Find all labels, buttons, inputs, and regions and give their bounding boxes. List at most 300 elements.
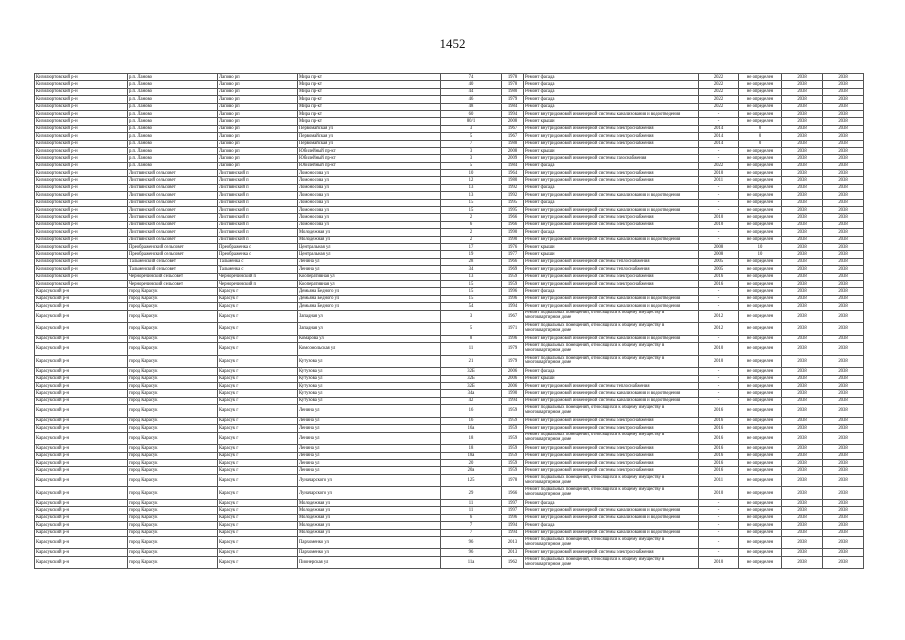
table-row xyxy=(35,514,864,521)
settlement-cell: Лапово рп xyxy=(218,88,298,95)
house-number-cell: 20 xyxy=(441,459,502,466)
wear-cell: не определен xyxy=(739,288,782,295)
table-row xyxy=(35,258,864,265)
house-number-cell: 15 xyxy=(441,288,502,295)
plan-end-cell: 2038 xyxy=(823,162,864,169)
plan-start-cell: 2038 xyxy=(782,556,823,569)
plan-start-cell: 2038 xyxy=(782,536,823,549)
repair-type-cell: Ремонт подвальных помещений, относящихся к общему имуществу в многоквартирном доме xyxy=(524,432,699,445)
last-repair-cell: - xyxy=(699,383,739,390)
plan-end-cell: 2038 xyxy=(823,417,864,424)
plan-end-cell: 2038 xyxy=(823,118,864,125)
municipality-cell: город Карасук xyxy=(128,459,218,466)
table-row xyxy=(35,192,864,199)
district-cell: Карасукский р-н xyxy=(35,536,128,549)
year-built-cell: 1979 xyxy=(502,343,524,356)
plan-end-cell: 2038 xyxy=(823,397,864,404)
table-row xyxy=(35,390,864,397)
house-number-cell: 5 xyxy=(441,133,502,140)
wear-cell: не определен xyxy=(739,355,782,368)
last-repair-cell: - xyxy=(699,303,739,310)
year-built-cell: 1995 xyxy=(502,199,524,206)
house-number-cell: 17 xyxy=(441,243,502,250)
plan-end-cell: 2038 xyxy=(823,425,864,432)
last-repair-cell: 2022 xyxy=(699,81,739,88)
table-row xyxy=(35,170,864,177)
table-row xyxy=(35,184,864,191)
house-number-cell: 18 xyxy=(441,445,502,452)
repair-type-cell: Ремонт внутридомовой инженерной системы электроснабжения xyxy=(524,459,699,466)
year-built-cell: 1984 xyxy=(502,162,524,169)
house-number-cell: 32Б xyxy=(441,375,502,382)
plan-end-cell: 2038 xyxy=(823,103,864,110)
settlement-cell: Листвянский п xyxy=(218,229,298,236)
wear-cell: не определен xyxy=(739,432,782,445)
last-repair-cell: 2010 xyxy=(699,355,739,368)
wear-cell: не определен xyxy=(739,335,782,342)
year-built-cell: 1966 xyxy=(502,258,524,265)
district-cell: Карасукский р-н xyxy=(35,514,128,521)
last-repair-cell: - xyxy=(699,110,739,117)
street-cell: Мира пр-кт xyxy=(298,103,441,110)
plan-start-cell: 2038 xyxy=(782,375,823,382)
wear-cell: не определен xyxy=(739,474,782,487)
table-row xyxy=(35,88,864,95)
table-row xyxy=(35,303,864,310)
table-row xyxy=(35,177,864,184)
wear-cell: не определен xyxy=(739,273,782,280)
street-cell: Демьяна Бедного ул xyxy=(298,288,441,295)
house-number-cell: 16а xyxy=(441,425,502,432)
wear-cell: 10 xyxy=(739,243,782,250)
municipality-cell: р.п. Ланово xyxy=(128,125,218,132)
wear-cell: не определен xyxy=(739,229,782,236)
plan-end-cell: 2038 xyxy=(823,177,864,184)
table-row xyxy=(35,343,864,356)
settlement-cell: Карасук г xyxy=(218,295,298,302)
plan-end-cell: 2038 xyxy=(823,199,864,206)
table-row xyxy=(35,452,864,459)
plan-start-cell: 2038 xyxy=(782,343,823,356)
street-cell: Кутузова ул xyxy=(298,355,441,368)
wear-cell: не определен xyxy=(739,81,782,88)
plan-end-cell: 2038 xyxy=(823,514,864,521)
plan-end-cell: 2038 xyxy=(823,355,864,368)
municipality-cell: город Карасук xyxy=(128,343,218,356)
municipality-cell: р.п. Ланово xyxy=(128,162,218,169)
last-repair-cell: - xyxy=(699,199,739,206)
municipality-cell: город Карасук xyxy=(128,295,218,302)
municipality-cell: город Карасук xyxy=(128,368,218,375)
street-cell: Ленина ул xyxy=(298,425,441,432)
house-number-cell: 125 xyxy=(441,474,502,487)
year-built-cell: 1967 xyxy=(502,310,524,323)
plan-end-cell: 2038 xyxy=(823,74,864,81)
municipality-cell: город Карасук xyxy=(128,355,218,368)
street-cell: Демьяна Бедного ул xyxy=(298,295,441,302)
settlement-cell: Карасук г xyxy=(218,323,298,336)
repair-type-cell: Ремонт внутридомовой инженерной системы канализования и водоотведения xyxy=(524,295,699,302)
year-built-cell: 1980 xyxy=(502,88,524,95)
table-row xyxy=(35,266,864,273)
municipality-cell: Преображенский сельсовет xyxy=(128,243,218,250)
plan-end-cell: 2038 xyxy=(823,335,864,342)
district-cell: Кизилюртовский р-н xyxy=(35,236,128,243)
district-cell: Карасукский р-н xyxy=(35,397,128,404)
district-cell: Кизилюртовский р-н xyxy=(35,251,128,258)
plan-end-cell: 2038 xyxy=(823,459,864,466)
plan-end-cell: 2038 xyxy=(823,303,864,310)
table-row xyxy=(35,375,864,382)
wear-cell: не определен xyxy=(739,405,782,418)
last-repair-cell: - xyxy=(699,155,739,162)
last-repair-cell: 2008 xyxy=(699,243,739,250)
street-cell: Мира пр-кт xyxy=(298,110,441,117)
plan-start-cell: 2038 xyxy=(782,192,823,199)
table-row xyxy=(35,251,864,258)
year-built-cell: 1979 xyxy=(502,355,524,368)
settlement-cell: Карасук г xyxy=(218,375,298,382)
last-repair-cell: 2022 xyxy=(699,96,739,103)
house-number-cell: 29 xyxy=(441,487,502,500)
settlement-cell: Тальменка с xyxy=(218,258,298,265)
settlement-cell: Листвянский п xyxy=(218,221,298,228)
table-row xyxy=(35,417,864,424)
table-row xyxy=(35,310,864,323)
plan-end-cell: 2038 xyxy=(823,536,864,549)
year-built-cell: 1967 xyxy=(502,133,524,140)
settlement-cell: Листвянский п xyxy=(218,199,298,206)
street-cell: Ломоносова ул xyxy=(298,199,441,206)
wear-cell: не определен xyxy=(739,155,782,162)
plan-start-cell: 2038 xyxy=(782,273,823,280)
plan-end-cell: 2038 xyxy=(823,81,864,88)
repair-type-cell: Ремонт внутридомовой инженерной системы канализования и водоотведения xyxy=(524,236,699,243)
year-built-cell: 1997 xyxy=(502,499,524,506)
wear-cell: не определен xyxy=(739,343,782,356)
street-cell: Молодежная ул xyxy=(298,229,441,236)
wear-cell: не определен xyxy=(739,96,782,103)
repair-type-cell: Ремонт внутридомовой инженерной системы газоснабжения xyxy=(524,155,699,162)
plan-end-cell: 2038 xyxy=(823,88,864,95)
plan-end-cell: 2038 xyxy=(823,133,864,140)
street-cell: Молодежная ул xyxy=(298,499,441,506)
district-cell: Карасукский р-н xyxy=(35,383,128,390)
street-cell: Ломоносова ул xyxy=(298,192,441,199)
repair-type-cell: Ремонт внутридомовой инженерной системы электроснабжения xyxy=(524,221,699,228)
street-cell: Ломоносова ул xyxy=(298,221,441,228)
street-cell: Мира пр-кт xyxy=(298,88,441,95)
street-cell: Первомайская ул xyxy=(298,125,441,132)
house-number-cell: 21 xyxy=(441,355,502,368)
last-repair-cell: 2016 xyxy=(699,273,739,280)
last-repair-cell: 2022 xyxy=(699,103,739,110)
wear-cell: не определен xyxy=(739,303,782,310)
plan-start-cell: 2038 xyxy=(782,243,823,250)
district-cell: Кизилюртовский р-н xyxy=(35,103,128,110)
wear-cell: 0 xyxy=(739,140,782,147)
plan-end-cell: 2038 xyxy=(823,110,864,117)
house-number-cell: 19 xyxy=(441,251,502,258)
year-built-cell: 1976 xyxy=(502,243,524,250)
house-number-cell: 3 xyxy=(441,310,502,323)
house-number-cell: 15 xyxy=(441,280,502,287)
house-number-cell: 34 xyxy=(441,266,502,273)
repair-type-cell: Ремонт внутридомовой инженерной системы теплоснабжения xyxy=(524,266,699,273)
year-built-cell: 1992 xyxy=(502,192,524,199)
year-built-cell: 2013 xyxy=(502,549,524,556)
wear-cell: не определен xyxy=(739,162,782,169)
wear-cell: не определен xyxy=(739,310,782,323)
table-row xyxy=(35,288,864,295)
plan-end-cell: 2038 xyxy=(823,192,864,199)
house-number-cell: 7 xyxy=(441,522,502,529)
municipality-cell: р.п. Ланово xyxy=(128,74,218,81)
district-cell: Карасукский р-н xyxy=(35,335,128,342)
municipality-cell: город Карасук xyxy=(128,397,218,404)
district-cell: Карасукский р-н xyxy=(35,343,128,356)
municipality-cell: город Карасук xyxy=(128,323,218,336)
plan-start-cell: 2038 xyxy=(782,507,823,514)
repair-type-cell: Ремонт подвальных помещений, относящихся к общему имуществу в многоквартирном доме xyxy=(524,343,699,356)
plan-start-cell: 2038 xyxy=(782,295,823,302)
repair-type-cell: Ремонт внутридомовой инженерной системы канализования и водоотведения xyxy=(524,110,699,117)
repair-type-cell: Ремонт внутридомовой инженерной системы электроснабжения xyxy=(524,549,699,556)
house-number-cell: 2 xyxy=(441,214,502,221)
settlement-cell: Карасук г xyxy=(218,452,298,459)
table-row xyxy=(35,529,864,536)
wear-cell: не определен xyxy=(739,88,782,95)
capital-repair-table xyxy=(34,73,864,569)
plan-start-cell: 2038 xyxy=(782,133,823,140)
last-repair-cell: - xyxy=(699,192,739,199)
year-built-cell: 1994 xyxy=(502,397,524,404)
municipality-cell: город Карасук xyxy=(128,390,218,397)
year-built-cell: 2009 xyxy=(502,155,524,162)
house-number-cell: 3 xyxy=(441,147,502,154)
street-cell: Демьяна Бедного ул xyxy=(298,303,441,310)
repair-type-cell: Ремонт подвальных помещений, относящихся к общему имуществу в многоквартирном доме xyxy=(524,556,699,569)
year-built-cell: 1959 xyxy=(502,425,524,432)
settlement-cell: Карасук г xyxy=(218,459,298,466)
last-repair-cell: - xyxy=(699,375,739,382)
table-row xyxy=(35,273,864,280)
plan-end-cell: 2038 xyxy=(823,499,864,506)
house-number-cell: 32Б xyxy=(441,368,502,375)
district-cell: Карасукский р-н xyxy=(35,417,128,424)
repair-type-cell: Ремонт внутридомовой инженерной системы канализования и водоотведения xyxy=(524,303,699,310)
wear-cell: не определен xyxy=(739,280,782,287)
plan-end-cell: 2038 xyxy=(823,405,864,418)
house-number-cell: 16 xyxy=(441,417,502,424)
year-built-cell: 2006 xyxy=(502,383,524,390)
wear-cell: не определен xyxy=(739,425,782,432)
plan-start-cell: 2038 xyxy=(782,487,823,500)
plan-end-cell: 2038 xyxy=(823,243,864,250)
plan-start-cell: 2038 xyxy=(782,522,823,529)
settlement-cell: Карасук г xyxy=(218,514,298,521)
district-cell: Карасукский р-н xyxy=(35,390,128,397)
year-built-cell: 1967 xyxy=(502,125,524,132)
settlement-cell: Карасук г xyxy=(218,343,298,356)
repair-type-cell: Ремонт внутридомовой инженерной системы канализования и водоотведения xyxy=(524,207,699,214)
district-cell: Карасукский р-н xyxy=(35,459,128,466)
settlement-cell: Карасук г xyxy=(218,549,298,556)
street-cell: Кутузова ул xyxy=(298,390,441,397)
plan-start-cell: 2038 xyxy=(782,214,823,221)
plan-end-cell: 2038 xyxy=(823,229,864,236)
wear-cell: не определен xyxy=(739,295,782,302)
street-cell: Мира пр-кт xyxy=(298,96,441,103)
settlement-cell: Карасук г xyxy=(218,390,298,397)
plan-start-cell: 2038 xyxy=(782,103,823,110)
plan-start-cell: 2038 xyxy=(782,467,823,474)
wear-cell: не определен xyxy=(739,390,782,397)
district-cell: Кизилюртовский р-н xyxy=(35,74,128,81)
street-cell: Кутузова ул xyxy=(298,368,441,375)
repair-type-cell: Ремонт внутридомовой инженерной системы канализования и водоотведения xyxy=(524,529,699,536)
plan-end-cell: 2038 xyxy=(823,155,864,162)
street-cell: Кутузова ул xyxy=(298,397,441,404)
district-cell: Карасукский р-н xyxy=(35,556,128,569)
house-number-cell: 8 xyxy=(441,335,502,342)
plan-end-cell: 2038 xyxy=(823,368,864,375)
wear-cell: не определен xyxy=(739,184,782,191)
house-number-cell: 16 xyxy=(441,405,502,418)
wear-cell: не определен xyxy=(739,522,782,529)
year-built-cell: 1996 xyxy=(502,295,524,302)
house-number-cell: 11 xyxy=(441,507,502,514)
plan-start-cell: 2038 xyxy=(782,417,823,424)
table-row xyxy=(35,397,864,404)
plan-start-cell: 2038 xyxy=(782,199,823,206)
municipality-cell: Листвянский сельсовет xyxy=(128,207,218,214)
plan-start-cell: 2038 xyxy=(782,258,823,265)
municipality-cell: город Карасук xyxy=(128,452,218,459)
year-built-cell: 1959 xyxy=(502,405,524,418)
plan-start-cell: 2038 xyxy=(782,335,823,342)
plan-end-cell: 2038 xyxy=(823,280,864,287)
wear-cell: не определен xyxy=(739,214,782,221)
house-number-cell: 7 xyxy=(441,529,502,536)
municipality-cell: город Карасук xyxy=(128,499,218,506)
wear-cell: не определен xyxy=(739,258,782,265)
table-row xyxy=(35,74,864,81)
year-built-cell: 1959 xyxy=(502,467,524,474)
table-row xyxy=(35,549,864,556)
settlement-cell: Лапово рп xyxy=(218,81,298,88)
last-repair-cell: 2010 xyxy=(699,487,739,500)
year-built-cell: 1966 xyxy=(502,214,524,221)
plan-start-cell: 2038 xyxy=(782,549,823,556)
settlement-cell: Карасук г xyxy=(218,368,298,375)
last-repair-cell: 2016 xyxy=(699,405,739,418)
municipality-cell: город Карасук xyxy=(128,417,218,424)
last-repair-cell: 2016 xyxy=(699,445,739,452)
settlement-cell: Карасук г xyxy=(218,288,298,295)
street-cell: Мира пр-кт xyxy=(298,74,441,81)
settlement-cell: Листвянский п xyxy=(218,184,298,191)
street-cell: Молодежная ул xyxy=(298,529,441,536)
municipality-cell: Тальменский сельсовет xyxy=(128,266,218,273)
plan-end-cell: 2038 xyxy=(823,522,864,529)
municipality-cell: город Карасук xyxy=(128,514,218,521)
repair-type-cell: Ремонт фасада xyxy=(524,88,699,95)
street-cell: Молодежная ул xyxy=(298,514,441,521)
last-repair-cell: - xyxy=(699,390,739,397)
district-cell: Кизилюртовский р-н xyxy=(35,199,128,206)
district-cell: Карасукский р-н xyxy=(35,452,128,459)
municipality-cell: Листвянский сельсовет xyxy=(128,221,218,228)
last-repair-cell: 2022 xyxy=(699,74,739,81)
settlement-cell: Карасук г xyxy=(218,467,298,474)
plan-start-cell: 2038 xyxy=(782,74,823,81)
wear-cell: не определен xyxy=(739,467,782,474)
settlement-cell: Лапово рп xyxy=(218,140,298,147)
table-row xyxy=(35,280,864,287)
house-number-cell: 18а xyxy=(441,452,502,459)
table-row xyxy=(35,474,864,487)
house-number-cell: 74 xyxy=(441,74,502,81)
repair-type-cell: Ремонт фасада xyxy=(524,81,699,88)
house-number-cell: 15 xyxy=(441,207,502,214)
plan-end-cell: 2038 xyxy=(823,375,864,382)
last-repair-cell: 2016 xyxy=(699,467,739,474)
house-number-cell: 60 xyxy=(441,110,502,117)
municipality-cell: р.п. Ланово xyxy=(128,96,218,103)
last-repair-cell: - xyxy=(699,522,739,529)
plan-end-cell: 2038 xyxy=(823,487,864,500)
repair-type-cell: Ремонт внутридомовой инженерной системы электроснабжения xyxy=(524,417,699,424)
house-number-cell: 3 xyxy=(441,125,502,132)
last-repair-cell: - xyxy=(699,118,739,125)
house-number-cell: 13 xyxy=(441,184,502,191)
year-built-cell: 1980 xyxy=(502,177,524,184)
plan-end-cell: 2038 xyxy=(823,507,864,514)
year-built-cell: 1962 xyxy=(502,556,524,569)
district-cell: Кизилюртовский р-н xyxy=(35,214,128,221)
settlement-cell: Черноречинский п xyxy=(218,273,298,280)
street-cell: Ломоносова ул xyxy=(298,214,441,221)
repair-type-cell: Ремонт крыши xyxy=(524,147,699,154)
settlement-cell: Лапово рп xyxy=(218,103,298,110)
year-built-cell: 2006 xyxy=(502,375,524,382)
municipality-cell: город Карасук xyxy=(128,335,218,342)
repair-type-cell: Ремонт фасада xyxy=(524,96,699,103)
street-cell: Центральная ул xyxy=(298,251,441,258)
table-row xyxy=(35,522,864,529)
table-row xyxy=(35,432,864,445)
plan-end-cell: 2038 xyxy=(823,125,864,132)
street-cell: Юбилейный пр-кт xyxy=(298,155,441,162)
street-cell: Мира пр-кт xyxy=(298,81,441,88)
municipality-cell: город Карасук xyxy=(128,549,218,556)
repair-type-cell: Ремонт подвальных помещений, относящихся к общему имуществу в многоквартирном доме xyxy=(524,323,699,336)
plan-end-cell: 2038 xyxy=(823,273,864,280)
house-number-cell: 7 xyxy=(441,140,502,147)
district-cell: Карасукский р-н xyxy=(35,499,128,506)
year-built-cell: 2008 xyxy=(502,118,524,125)
district-cell: Карасукский р-н xyxy=(35,303,128,310)
plan-end-cell: 2038 xyxy=(823,184,864,191)
repair-type-cell: Ремонт крыши xyxy=(524,118,699,125)
district-cell: Кизилюртовский р-н xyxy=(35,207,128,214)
repair-type-cell: Ремонт внутридомовой инженерной системы канализования и водоотведения xyxy=(524,514,699,521)
last-repair-cell: - xyxy=(699,295,739,302)
last-repair-cell: - xyxy=(699,207,739,214)
plan-end-cell: 2038 xyxy=(823,214,864,221)
wear-cell: не определен xyxy=(739,507,782,514)
